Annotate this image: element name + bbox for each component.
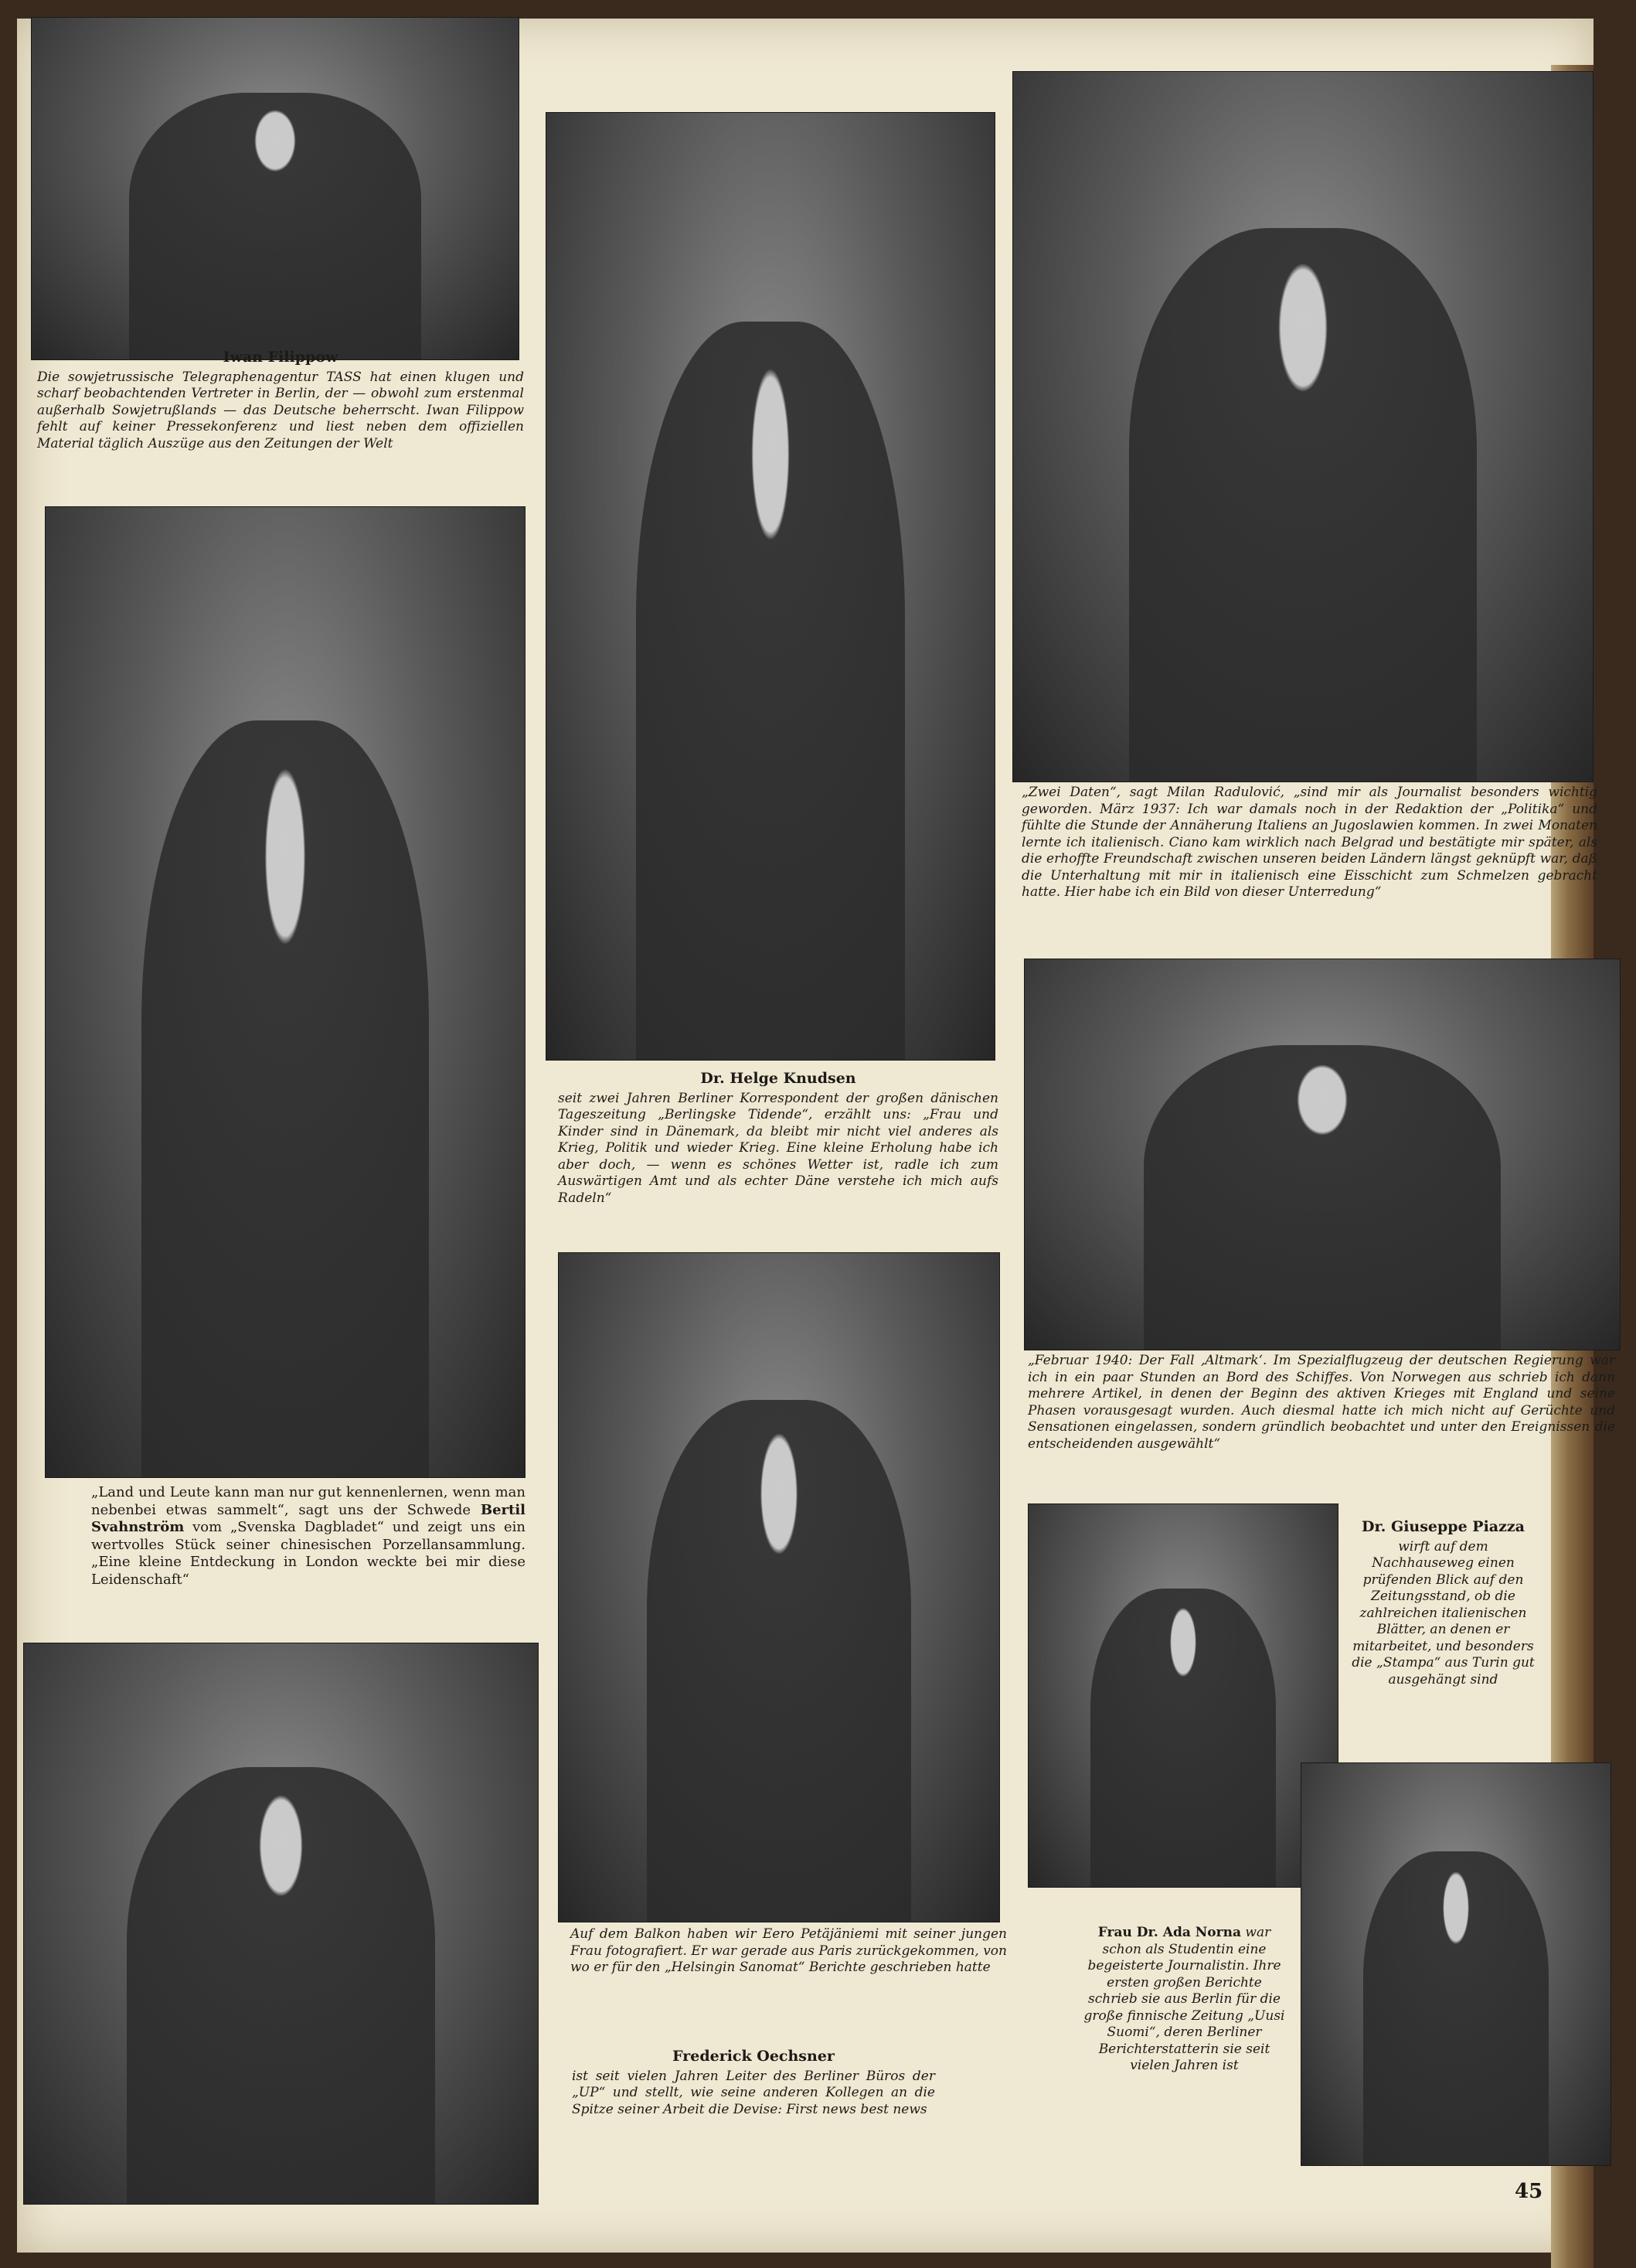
caption-knudsen-text: seit zwei Jahren Berliner Korrespondent der großen dänischen Tageszeitung „Berlingske Tidende“, erzählt uns: „Frau und Kinder sind in Dänemark, da bleibt mir nicht viel anderes als Krieg, Politik und wieder Krieg. Eine kleine Erholung habe ich aber doch, — wenn es schönes Wetter ist, radle ich zum Auswärtigen Amt und als echter Däne verstehe ich mich aufs Radeln“ [558, 1090, 998, 1206]
caption-oechsner-name: Frederick Oechsner [672, 2048, 835, 2065]
caption-radulovic-text: „Zwei Daten“, sagt Milan Radulović, „sind mir als Journalist besonders wichtig geworden. März 1937: Ich war damals noch in der Redaktion der „Politika“ und fühlte die Stunde der Annäherung Italiens an Jugoslawien kommen. In zwei Monaten lernte ich italienisch. Ciano kam wirklich nach Belgrad und bestätigte mir später, als die erhoffte Freundschaft zwischen unseren beiden Ländern längst geknüpft war, daß die Unterhaltung mit mir in italienisch eine Eisschicht zum Schmelzen gebracht hatte. Hier habe ich ein Bild von dieser Unterredung“ [1022, 785, 1597, 900]
caption-svahnstrom-text-after: vom „Svenska Dagbladet“ und zeigt uns ein wertvolles Stück seiner chinesischen Porzellansammlung. „Eine kleine Entdeckung in London weckte bei mir diese Leidenschaft“ [91, 1519, 525, 1588]
caption-knudsen-name: Dr. Helge Knudsen [700, 1070, 856, 1087]
photo-eero-petajaniemi [558, 1252, 1000, 1922]
caption-svahnstrom-name: Bertil Svahnström [91, 1501, 525, 1535]
caption-petajaniemi [570, 1926, 1007, 1977]
caption-norna-name: Frau Dr. Ada Norna [1097, 1925, 1241, 1940]
caption-altmark [1028, 1353, 1615, 1452]
caption-norna [1082, 1925, 1287, 2075]
caption-filippow [37, 349, 524, 452]
caption-norna-text: war schon als Studentin eine begeisterte Journalistin. Ihre ersten großen Berichte schrieb sie aus Berlin für die große finnische Zeitung „Uusi Suomi“, deren Berliner Berichterstatterin sie seit vielen Jahren ist [1083, 1925, 1285, 2073]
page-number: 45 [1515, 2180, 1543, 2203]
photo-bertil-svahnstrom [45, 506, 525, 1478]
caption-radulovic [1022, 785, 1597, 901]
caption-knudsen [558, 1071, 998, 1207]
photo-frederick-oechsner [23, 1643, 539, 2205]
caption-filippow-text: Die sowjetrussische Telegraphenagentur TASS hat einen klugen und scharf beobachtenden Vertreter in Berlin, der — obwohl zum erstenmal außerhalb Sowjetrußlands — das Deutsche beherrscht. Iwan Filippow fehlt auf keiner Pressekonferenz und liest neben dem offiziellen Material täglich Auszüge aus den Zeitungen der Welt [37, 369, 524, 451]
caption-piazza [1349, 1519, 1538, 1688]
caption-piazza-name: Dr. Giuseppe Piazza [1362, 1518, 1525, 1535]
caption-altmark-text: „Februar 1940: Der Fall ‚Altmark‘. Im Spezialflugzeug der deutschen Regierung war ich in ein paar Stunden an Bord des Schiffes. Von Norwegen aus schrieb ich dann mehrere Artikel, in denen der Beginn des aktiven Krieges mit England und seine Phasen vorausgesagt wurden. Auch diesmal hatte ich mich nicht auf Gerüchte und Sensationen eingelassen, sondern gründlich beobachtet und unter den Ereignissen die entscheidenden ausgewählt“ [1028, 1353, 1615, 1452]
photo-iwan-filippow [31, 17, 519, 360]
photo-group-conversation [1024, 959, 1621, 1350]
caption-filippow-name: Iwan Filippow [223, 349, 338, 366]
caption-petajaniemi-text: Auf dem Balkon haben wir Eero Petäjäniemi mit seiner jungen Frau fotografiert. Er war gerade aus Paris zurückgekommen, von wo er für den „Helsingin Sanomat“ Berichte geschrieben hatte [570, 1926, 1007, 1975]
photo-giuseppe-piazza [1028, 1503, 1338, 1888]
photo-milan-radulovic [1012, 71, 1593, 782]
caption-oechsner [572, 2048, 935, 2118]
photo-helge-knudsen-bicycle [546, 112, 995, 1061]
caption-oechsner-text: ist seit vielen Jahren Leiter des Berliner Büros der „UP“ und stellt, wie seine anderen Kollegen an die Spitze seiner Arbeit die Devise: First news best news [572, 2068, 935, 2117]
caption-svahnstrom [91, 1484, 525, 1589]
caption-piazza-text: wirft auf dem Nachhauseweg einen prüfenden Blick auf den Zeitungsstand, ob die zahlreichen italienischen Blätter, an denen er mitarbeitet, und besonders die „Stampa“ aus Turin gut ausgehängt sind [1352, 1538, 1535, 1687]
photo-ada-norna [1301, 1762, 1611, 2166]
caption-svahnstrom-text-before: „Land und Leute kann man nur gut kennenlernen, wenn man nebenbei etwas sammelt“, sagt uns der Schwede [91, 1484, 525, 1518]
